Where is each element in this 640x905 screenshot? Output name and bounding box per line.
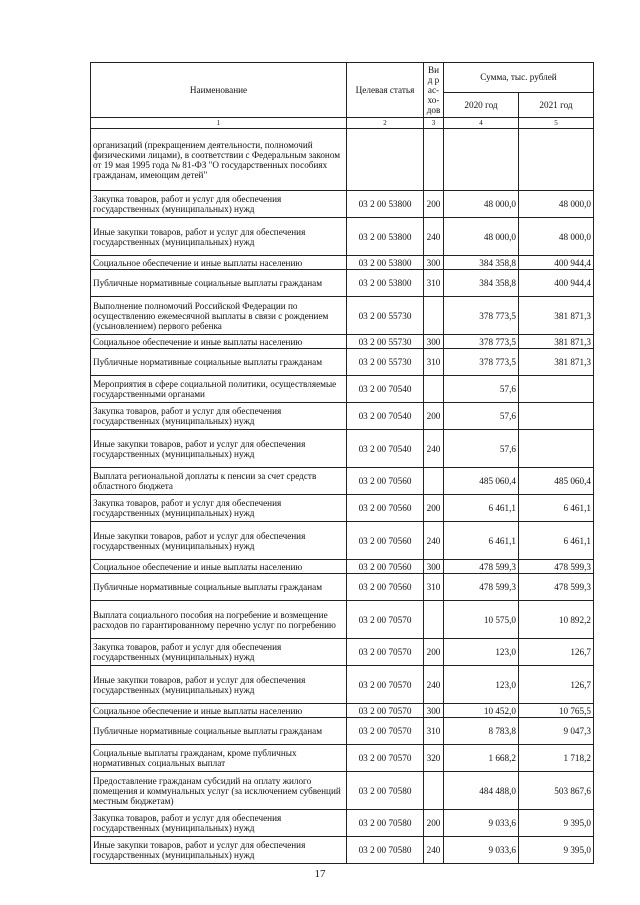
row-amount-2021: 381 871,3 bbox=[519, 297, 594, 335]
table-row bbox=[91, 468, 594, 495]
row-amount-2021 bbox=[519, 430, 594, 468]
row-amount-2020: 48 000,0 bbox=[444, 191, 519, 218]
row-amount-2021: 381 871,3 bbox=[519, 349, 594, 376]
table-row bbox=[91, 837, 594, 864]
row-name: Закупка товаров, работ и услуг для обеспечения государственных (муниципальных) нужд bbox=[91, 191, 347, 218]
table-row bbox=[91, 218, 594, 256]
row-target-code: 03 2 00 70570 bbox=[347, 666, 424, 704]
table-body bbox=[91, 129, 594, 864]
table-row bbox=[91, 745, 594, 772]
row-amount-2021: 1 718,2 bbox=[519, 745, 594, 772]
row-amount-2020: 48 000,0 bbox=[444, 218, 519, 256]
row-expense-type bbox=[424, 129, 444, 191]
row-amount-2020: 478 599,3 bbox=[444, 574, 519, 601]
header-sum: Сумма, тыс. рублей bbox=[444, 63, 594, 93]
row-amount-2020: 123,0 bbox=[444, 639, 519, 666]
row-amount-2021 bbox=[519, 403, 594, 430]
row-amount-2021 bbox=[519, 376, 594, 403]
row-name: Мероприятия в сфере социальной политики, осуществляемые государственными органами bbox=[91, 376, 347, 403]
row-expense-type bbox=[424, 772, 444, 810]
row-target-code: 03 2 00 70560 bbox=[347, 574, 424, 601]
row-target-code: 03 2 00 70570 bbox=[347, 745, 424, 772]
row-target-code: 03 2 00 53800 bbox=[347, 256, 424, 270]
row-name: Выплата региональной доплаты к пенсии за счет средств областного бюджета bbox=[91, 468, 347, 495]
row-amount-2020: 484 488,0 bbox=[444, 772, 519, 810]
row-target-code: 03 2 00 70540 bbox=[347, 376, 424, 403]
table-row bbox=[91, 349, 594, 376]
row-target-code: 03 2 00 70540 bbox=[347, 403, 424, 430]
row-expense-type: 200 bbox=[424, 191, 444, 218]
row-name: Иные закупки товаров, работ и услуг для обеспечения государственных (муниципальных) нужд bbox=[91, 666, 347, 704]
table-row bbox=[91, 403, 594, 430]
row-expense-type: 240 bbox=[424, 837, 444, 864]
row-expense-type: 240 bbox=[424, 666, 444, 704]
row-name: Закупка товаров, работ и услуг для обеспечения государственных (муниципальных) нужд bbox=[91, 810, 347, 837]
row-expense-type: 240 bbox=[424, 218, 444, 256]
row-target-code bbox=[347, 129, 424, 191]
row-amount-2021: 9 395,0 bbox=[519, 810, 594, 837]
row-amount-2020: 9 033,6 bbox=[444, 810, 519, 837]
row-amount-2020: 10 575,0 bbox=[444, 601, 519, 639]
row-target-code: 03 2 00 70570 bbox=[347, 718, 424, 745]
row-name: Социальные выплаты гражданам, кроме публичных нормативных социальных выплат bbox=[91, 745, 347, 772]
row-target-code: 03 2 00 70560 bbox=[347, 522, 424, 560]
row-amount-2021: 48 000,0 bbox=[519, 218, 594, 256]
row-amount-2020 bbox=[444, 129, 519, 191]
row-name: Социальное обеспечение и иные выплаты населению bbox=[91, 256, 347, 270]
row-amount-2021: 10 765,5 bbox=[519, 704, 594, 718]
row-name: Социальное обеспечение и иные выплаты населению bbox=[91, 335, 347, 349]
column-number: 3 bbox=[424, 118, 444, 129]
table-row bbox=[91, 560, 594, 574]
header-year-2021: 2021 год bbox=[519, 93, 594, 118]
row-amount-2020: 57,6 bbox=[444, 430, 519, 468]
row-expense-type: 310 bbox=[424, 270, 444, 297]
row-name: Иные закупки товаров, работ и услуг для обеспечения государственных (муниципальных) нужд bbox=[91, 837, 347, 864]
column-number: 1 bbox=[91, 118, 347, 129]
row-amount-2021: 126,7 bbox=[519, 666, 594, 704]
row-amount-2020: 378 773,5 bbox=[444, 349, 519, 376]
row-expense-type bbox=[424, 468, 444, 495]
row-name: Публичные нормативные социальные выплаты гражданам bbox=[91, 574, 347, 601]
row-amount-2021: 478 599,3 bbox=[519, 574, 594, 601]
row-target-code: 03 2 00 70560 bbox=[347, 495, 424, 522]
column-number: 5 bbox=[519, 118, 594, 129]
table-row bbox=[91, 639, 594, 666]
table-row bbox=[91, 256, 594, 270]
column-number: 4 bbox=[444, 118, 519, 129]
row-amount-2021: 381 871,3 bbox=[519, 335, 594, 349]
row-expense-type: 310 bbox=[424, 718, 444, 745]
row-amount-2021: 503 867,6 bbox=[519, 772, 594, 810]
table-row bbox=[91, 335, 594, 349]
row-expense-type: 240 bbox=[424, 430, 444, 468]
row-target-code: 03 2 00 55730 bbox=[347, 335, 424, 349]
row-amount-2020: 57,6 bbox=[444, 376, 519, 403]
budget-table bbox=[90, 62, 594, 864]
row-amount-2021: 6 461,1 bbox=[519, 522, 594, 560]
row-amount-2021: 485 060,4 bbox=[519, 468, 594, 495]
row-name: Выплата социального пособия на погребение и возмещение расходов по гарантированному перечню услуг по погребению bbox=[91, 601, 347, 639]
row-name: Иные закупки товаров, работ и услуг для обеспечения государственных (муниципальных) нужд bbox=[91, 218, 347, 256]
row-name: Предоставление гражданам субсидий на оплату жилого помещения и коммунальных услуг (за исключением субвенций местным бюджетам) bbox=[91, 772, 347, 810]
row-amount-2020: 6 461,1 bbox=[444, 495, 519, 522]
row-target-code: 03 2 00 53800 bbox=[347, 270, 424, 297]
table-row bbox=[91, 704, 594, 718]
row-expense-type: 300 bbox=[424, 256, 444, 270]
header-name: Наименование bbox=[91, 63, 347, 118]
row-amount-2021 bbox=[519, 129, 594, 191]
row-target-code: 03 2 00 70580 bbox=[347, 837, 424, 864]
row-expense-type: 200 bbox=[424, 495, 444, 522]
row-expense-type: 300 bbox=[424, 704, 444, 718]
row-target-code: 03 2 00 70570 bbox=[347, 601, 424, 639]
row-amount-2020: 485 060,4 bbox=[444, 468, 519, 495]
row-amount-2020: 57,6 bbox=[444, 403, 519, 430]
row-name: организаций (прекращением деятельности, полномочий физическими лицами), в соответствии с Федеральным законом от 19 мая 1995 года № 81-ФЗ "О государственных пособиях гражданам, имеющим детей" bbox=[91, 129, 347, 191]
row-target-code: 03 2 00 53800 bbox=[347, 218, 424, 256]
row-target-code: 03 2 00 70540 bbox=[347, 430, 424, 468]
table-row bbox=[91, 191, 594, 218]
row-expense-type bbox=[424, 297, 444, 335]
table-row bbox=[91, 376, 594, 403]
table-row bbox=[91, 718, 594, 745]
table-row bbox=[91, 270, 594, 297]
row-name: Публичные нормативные социальные выплаты гражданам bbox=[91, 718, 347, 745]
row-amount-2020: 1 668,2 bbox=[444, 745, 519, 772]
row-expense-type: 240 bbox=[424, 522, 444, 560]
row-amount-2021: 400 944,4 bbox=[519, 256, 594, 270]
row-name: Закупка товаров, работ и услуг для обеспечения государственных (муниципальных) нужд bbox=[91, 495, 347, 522]
row-name: Иные закупки товаров, работ и услуг для обеспечения государственных (муниципальных) нужд bbox=[91, 430, 347, 468]
row-expense-type: 200 bbox=[424, 810, 444, 837]
row-expense-type bbox=[424, 376, 444, 403]
row-amount-2021: 48 000,0 bbox=[519, 191, 594, 218]
row-amount-2020: 10 452,0 bbox=[444, 704, 519, 718]
row-name: Иные закупки товаров, работ и услуг для обеспечения государственных (муниципальных) нужд bbox=[91, 522, 347, 560]
row-amount-2020: 378 773,5 bbox=[444, 297, 519, 335]
row-expense-type: 200 bbox=[424, 403, 444, 430]
row-amount-2021: 10 892,2 bbox=[519, 601, 594, 639]
table-row bbox=[91, 495, 594, 522]
table-row bbox=[91, 772, 594, 810]
row-name: Публичные нормативные социальные выплаты гражданам bbox=[91, 349, 347, 376]
table-row bbox=[91, 666, 594, 704]
header-expense-type: Вид рас-хо-дов bbox=[424, 63, 444, 118]
table-row bbox=[91, 810, 594, 837]
row-expense-type: 300 bbox=[424, 335, 444, 349]
row-expense-type: 300 bbox=[424, 560, 444, 574]
table-row bbox=[91, 129, 594, 191]
row-target-code: 03 2 00 70570 bbox=[347, 639, 424, 666]
row-name: Социальное обеспечение и иные выплаты населению bbox=[91, 560, 347, 574]
row-amount-2020: 378 773,5 bbox=[444, 335, 519, 349]
row-name: Публичные нормативные социальные выплаты гражданам bbox=[91, 270, 347, 297]
row-name: Закупка товаров, работ и услуг для обеспечения государственных (муниципальных) нужд bbox=[91, 403, 347, 430]
row-target-code: 03 2 00 70560 bbox=[347, 560, 424, 574]
row-amount-2021: 478 599,3 bbox=[519, 560, 594, 574]
row-amount-2021: 400 944,4 bbox=[519, 270, 594, 297]
row-amount-2020: 6 461,1 bbox=[444, 522, 519, 560]
row-amount-2020: 123,0 bbox=[444, 666, 519, 704]
row-expense-type: 310 bbox=[424, 349, 444, 376]
row-expense-type: 200 bbox=[424, 639, 444, 666]
table-row bbox=[91, 297, 594, 335]
row-amount-2021: 6 461,1 bbox=[519, 495, 594, 522]
row-name: Выполнение полномочий Российской Федерации по осуществлению ежемесячной выплаты в связи с рождением (усыновлением) первого ребенка bbox=[91, 297, 347, 335]
row-amount-2021: 9 395,0 bbox=[519, 837, 594, 864]
row-amount-2021: 9 047,3 bbox=[519, 718, 594, 745]
row-target-code: 03 2 00 55730 bbox=[347, 349, 424, 376]
row-target-code: 03 2 00 70580 bbox=[347, 810, 424, 837]
page-number: 17 bbox=[314, 868, 326, 880]
row-name: Социальное обеспечение и иные выплаты населению bbox=[91, 704, 347, 718]
row-amount-2020: 478 599,3 bbox=[444, 560, 519, 574]
row-amount-2021: 126,7 bbox=[519, 639, 594, 666]
row-target-code: 03 2 00 55730 bbox=[347, 297, 424, 335]
row-amount-2020: 8 783,8 bbox=[444, 718, 519, 745]
row-target-code: 03 2 00 53800 bbox=[347, 191, 424, 218]
table-row bbox=[91, 522, 594, 560]
row-target-code: 03 2 00 70570 bbox=[347, 704, 424, 718]
row-expense-type: 320 bbox=[424, 745, 444, 772]
row-amount-2020: 384 358,8 bbox=[444, 256, 519, 270]
column-number-row bbox=[91, 118, 594, 129]
header-year-2020: 2020 год bbox=[444, 93, 519, 118]
column-number: 2 bbox=[347, 118, 424, 129]
row-name: Закупка товаров, работ и услуг для обеспечения государственных (муниципальных) нужд bbox=[91, 639, 347, 666]
row-target-code: 03 2 00 70560 bbox=[347, 468, 424, 495]
header-target-article: Целевая статья bbox=[347, 63, 424, 118]
row-expense-type: 310 bbox=[424, 574, 444, 601]
table-row bbox=[91, 430, 594, 468]
row-amount-2020: 384 358,8 bbox=[444, 270, 519, 297]
row-amount-2020: 9 033,6 bbox=[444, 837, 519, 864]
table-row bbox=[91, 574, 594, 601]
table-row bbox=[91, 601, 594, 639]
row-expense-type bbox=[424, 601, 444, 639]
row-target-code: 03 2 00 70580 bbox=[347, 772, 424, 810]
